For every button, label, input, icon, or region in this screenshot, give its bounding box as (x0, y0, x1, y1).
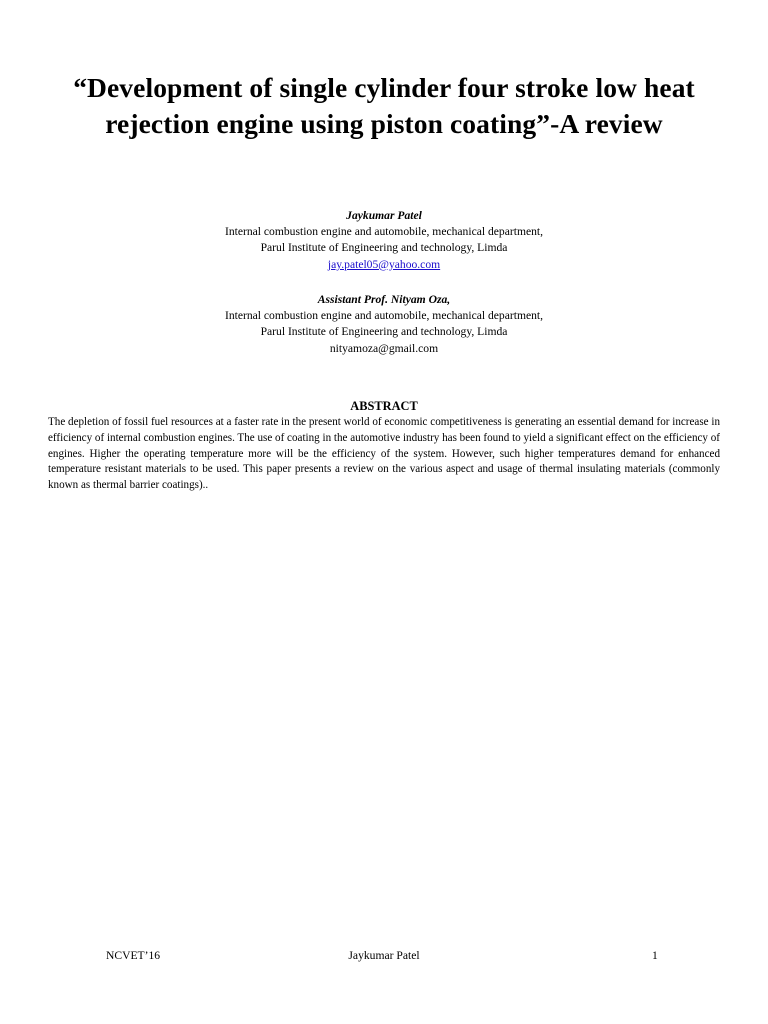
paper-title: “Development of single cylinder four stroke low heat rejection engine using piston coating”-A review (73, 72, 695, 139)
author-affiliation-line-1: Internal combustion engine and automobile, mechanical department, (224, 309, 544, 323)
author-affiliation-line-1: Internal combustion engine and automobile, mechanical department, (224, 225, 544, 239)
author-block-1 (0, 208, 768, 273)
abstract-text: The depletion of fossil fuel resources at a faster rate in the present world of economic competitiveness is generating an essential demand for increase in efficiency of internal combustion engines. The use of coating in the automotive industry has been found to yield a significant effect on the efficiency of engines. Higher the operating temperature more will be the efficiency of the system. However, such higher temperatures demand for enhanced temperature resistant materials to be used. This paper presents a review on the various aspect and usage of thermal insulating materials (commonly known as thermal barrier coatings).. (48, 416, 720, 492)
footer-page-number: 1 (652, 949, 658, 962)
author-name: Jaykumar Patel (346, 209, 422, 222)
author-affiliation-line-2: Parul Institute of Engineering and technology, Limda (260, 325, 508, 339)
author-email-link[interactable]: jay.patel05@yahoo.com (327, 257, 441, 271)
author-name: Assistant Prof. Nityam Oza, (317, 293, 451, 306)
abstract-heading: ABSTRACT (350, 399, 418, 413)
author-affiliation-line-2: Parul Institute of Engineering and technology, Limda (260, 241, 508, 255)
footer-conference: NCVET’16 (106, 949, 161, 962)
author-email: nityamoza@gmail.com (329, 341, 439, 355)
author-block-2 (0, 292, 768, 357)
footer-author: Jaykumar Patel (348, 949, 420, 962)
